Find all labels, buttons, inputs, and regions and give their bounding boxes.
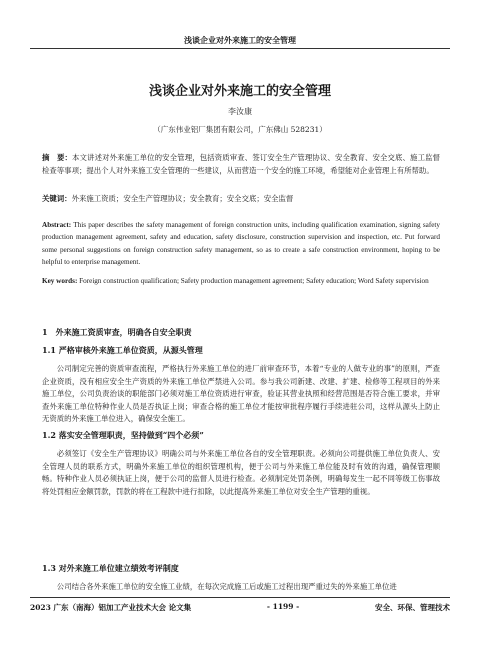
- body-paragraph-2: 必须签订《安全生产管理协议》明确公司与外来施工单位各自的安全管理职责。必须向公司提供施工单位负责人、安全管理人员的联系方式，明确外来施工单位的组织管理机构，便于公司与外来施工单位能及时有效的沟通，确保管理顺畅。特种作业人员必须执证上岗，便于公司的监督人员进行检查。必须制定处罚条例，明确每发生一起不同等级工伤事故将处罚相应金额罚款，罚款的将在工程款中进行扣除，以此提高外来施工单位对安全生产管理的重视。: [42, 449, 440, 496]
- keywords-cn-text: 外来施工资质；安全生产管理协议；安全教育；安全交底；安全监督: [71, 194, 294, 203]
- section-heading-1-2: 1.2 落实安全管理职责，坚持做到“四个必须”: [42, 430, 204, 440]
- author-name: 李汝康: [228, 107, 252, 116]
- keywords-cn: [42, 193, 440, 206]
- header-divider: [30, 48, 450, 49]
- abstract-cn: [42, 152, 440, 177]
- footer-divider: [30, 597, 450, 598]
- author-affiliation: （广东伟业铝厂集团有限公司，广东佛山 528231）: [153, 125, 327, 134]
- abstract-cn-text: 本文讲述对外来施工单位的安全管理，包括资质审查、签订安全生产管理协议、安全教育、安全交底、施工监督检查等事项；提出个人对外来施工安全管理的一些建议，从而营造一个安全的施工环境，希望能对企业管理上有所帮助。: [42, 153, 440, 175]
- body-paragraph-1: 公司制定完善的资质审查流程，严格执行外来施工单位的进厂前审查环节，本着“专业的人做专业的事”的原则，严查企业资质，没有相应安全生产资质的外来施工单位严禁进入公司。参与我公司新建、改建、扩建、检修等工程项目的外来施工单位，公司负责治谈的职能部门必须对施工单位资质进行审查，验证其营业执照和经营范围是否符合施工要求，并审查外来施工单位特种作业人员是否执证上岗；审查合格的施工单位才能按审批程序履行手续进驻公司，这样从源头上防止无资质的外来施工单位进入，确保安全施工。: [42, 364, 440, 423]
- body-paragraph-3: 公司结合各外来施工单位的安全施工业绩，在每次完成施工后或施工过程出现严重过失的外来施工单位进: [56, 582, 397, 591]
- section-heading-1: 1 外来施工资质审查，明确各自安全职责: [42, 327, 192, 337]
- keywords-en-text: Foreign construction qualification; Safety production management agreement; Safety education; Word Safety supervision: [77, 277, 429, 285]
- page-footer: [30, 602, 450, 613]
- abstract-en-text: This paper describes the safety management of foreign construction units, including qualification examination, signing safety production management agreement, safety and education, safety disclosure, construction supervision and inspection, etc. Put forward some personal suggestions on foreign construction safety management, so as to create a safe construction environment, hoping to be helpful to enterprise management.: [42, 221, 440, 266]
- keywords-en: [42, 275, 440, 287]
- abstract-en: [42, 219, 440, 268]
- keywords-en-label: Key words:: [42, 277, 78, 285]
- footer-proceedings: 2023 广东（南海）铝加工产业技术大会 论文集: [30, 603, 192, 612]
- paper-title: 浅谈企业对外来施工的安全管理: [148, 84, 331, 99]
- footer-category: 安全、环保、管理技术: [375, 603, 450, 612]
- abstract-cn-label: 摘 要：: [42, 153, 73, 162]
- running-header: 浅谈企业对外来施工的安全管理: [184, 35, 296, 45]
- abstract-en-label: Abstract:: [42, 221, 72, 229]
- page-number: - 1199 -: [266, 602, 300, 611]
- section-heading-1-3: 1.3 对外来施工单位建立绩效考评制度: [42, 563, 179, 573]
- keywords-cn-label: 关键词：: [42, 194, 72, 203]
- section-heading-1-1: 1.1 严格审核外来施工单位资质，从源头管理: [42, 345, 203, 355]
